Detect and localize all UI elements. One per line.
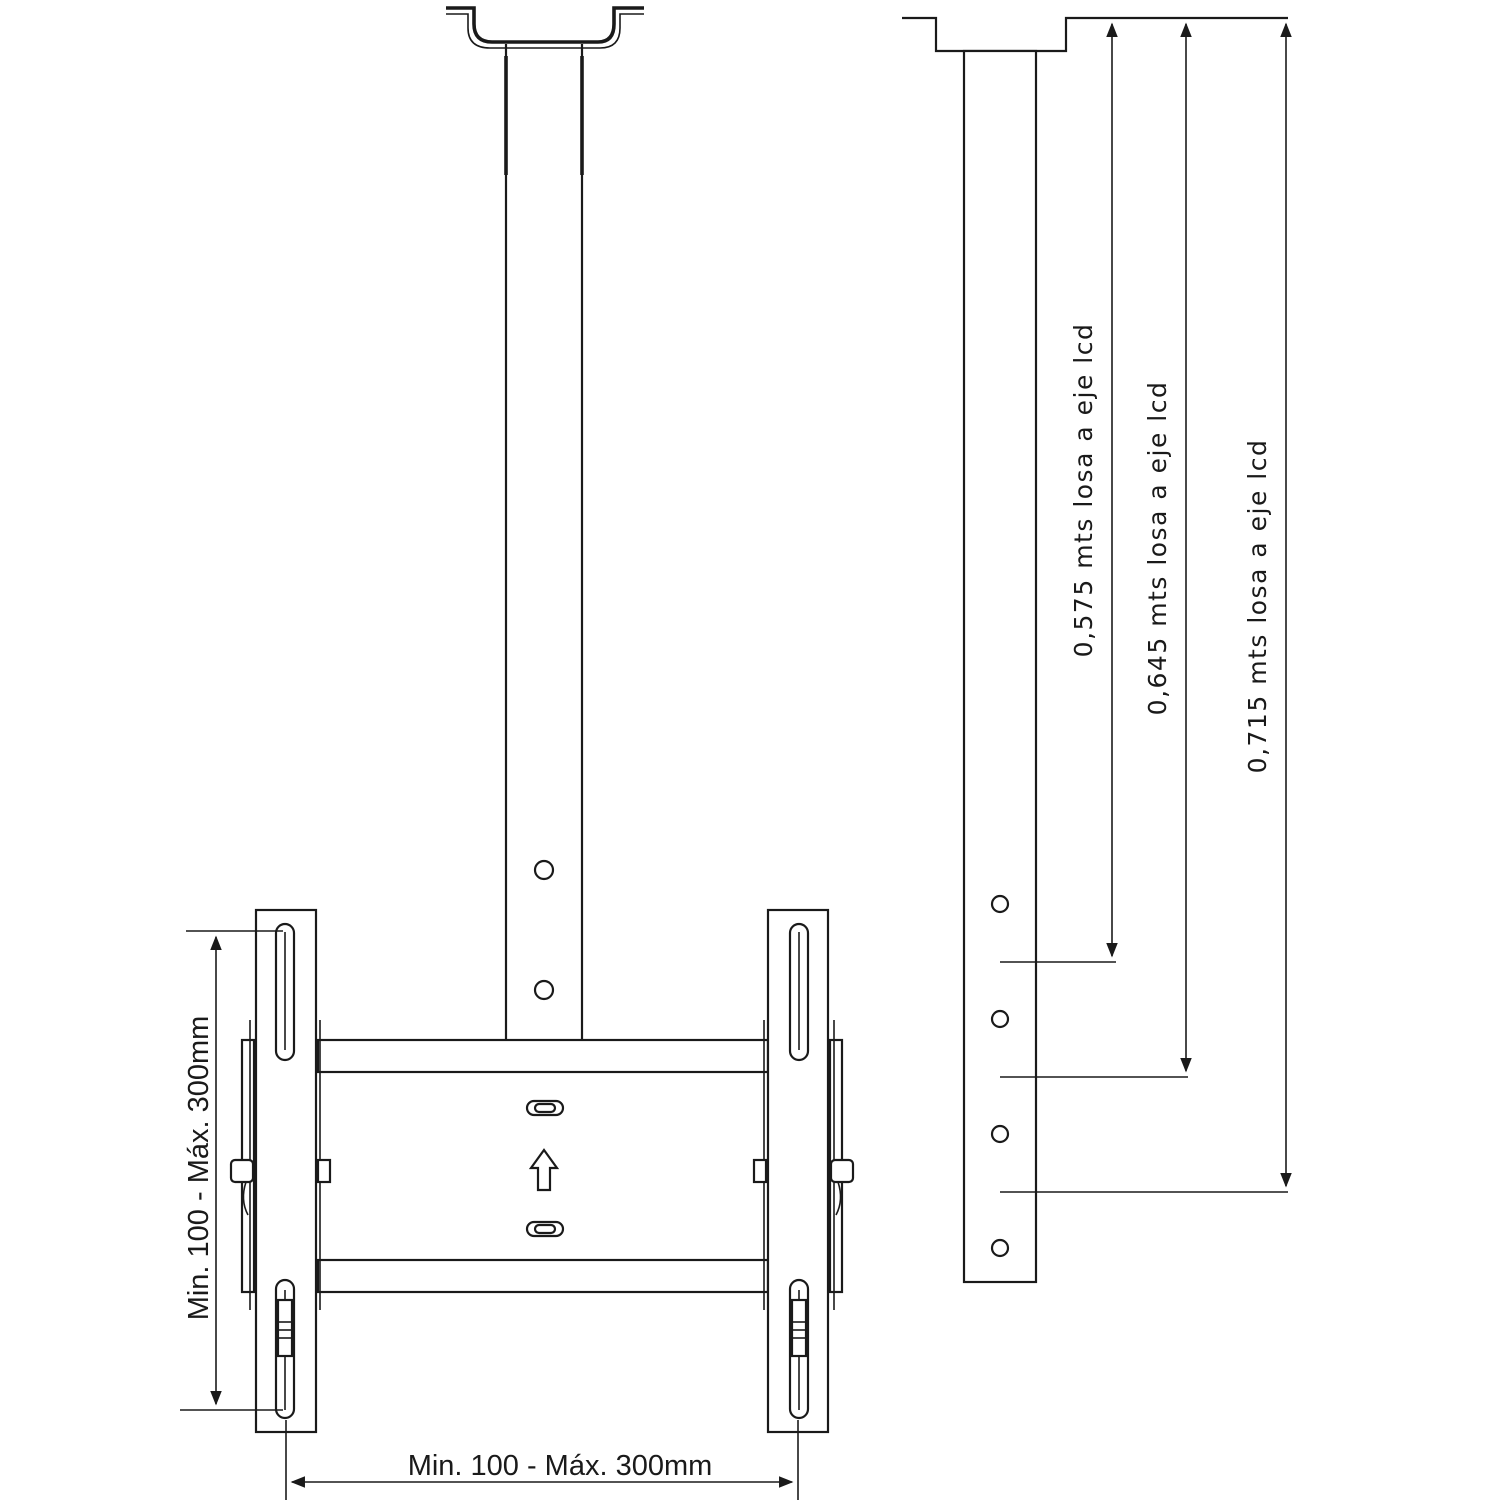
height-short-label: 0,575 mts losa a eje lcd bbox=[1069, 322, 1098, 658]
ceiling-bracket bbox=[446, 8, 644, 42]
front-view bbox=[180, 8, 853, 1500]
height-dimension-long bbox=[1243, 24, 1286, 1186]
horizontal-rails bbox=[318, 1040, 768, 1292]
up-arrow-icon bbox=[531, 1150, 557, 1190]
height-dimension-short bbox=[1069, 24, 1112, 956]
horizontal-dimension bbox=[286, 1420, 798, 1500]
height-mid-label: 0,645 mts losa a eje lcd bbox=[1143, 380, 1172, 716]
vertical-dimension-label: Min. 100 - Máx. 300mm bbox=[183, 1015, 215, 1321]
side-hole-2 bbox=[992, 1011, 1008, 1027]
pole-hole-lower bbox=[535, 981, 553, 999]
center-plate bbox=[527, 1101, 563, 1236]
side-hole-4 bbox=[992, 1240, 1008, 1256]
height-long-label: 0,715 mts losa a eje lcd bbox=[1243, 438, 1272, 774]
side-view bbox=[902, 18, 1288, 1282]
right-vertical-arm bbox=[754, 910, 853, 1432]
horizontal-dimension-label: Min. 100 - Máx. 300mm bbox=[407, 1450, 713, 1482]
telescopic-pole bbox=[506, 44, 582, 1040]
ceiling-slab-bracket bbox=[902, 18, 1288, 51]
height-dimension-mid bbox=[1143, 24, 1186, 1071]
left-vertical-arm bbox=[231, 910, 330, 1432]
side-hole-3 bbox=[992, 1126, 1008, 1142]
side-pole bbox=[964, 51, 1036, 1282]
side-hole-1 bbox=[992, 896, 1008, 912]
pole-hole-upper bbox=[535, 861, 553, 879]
